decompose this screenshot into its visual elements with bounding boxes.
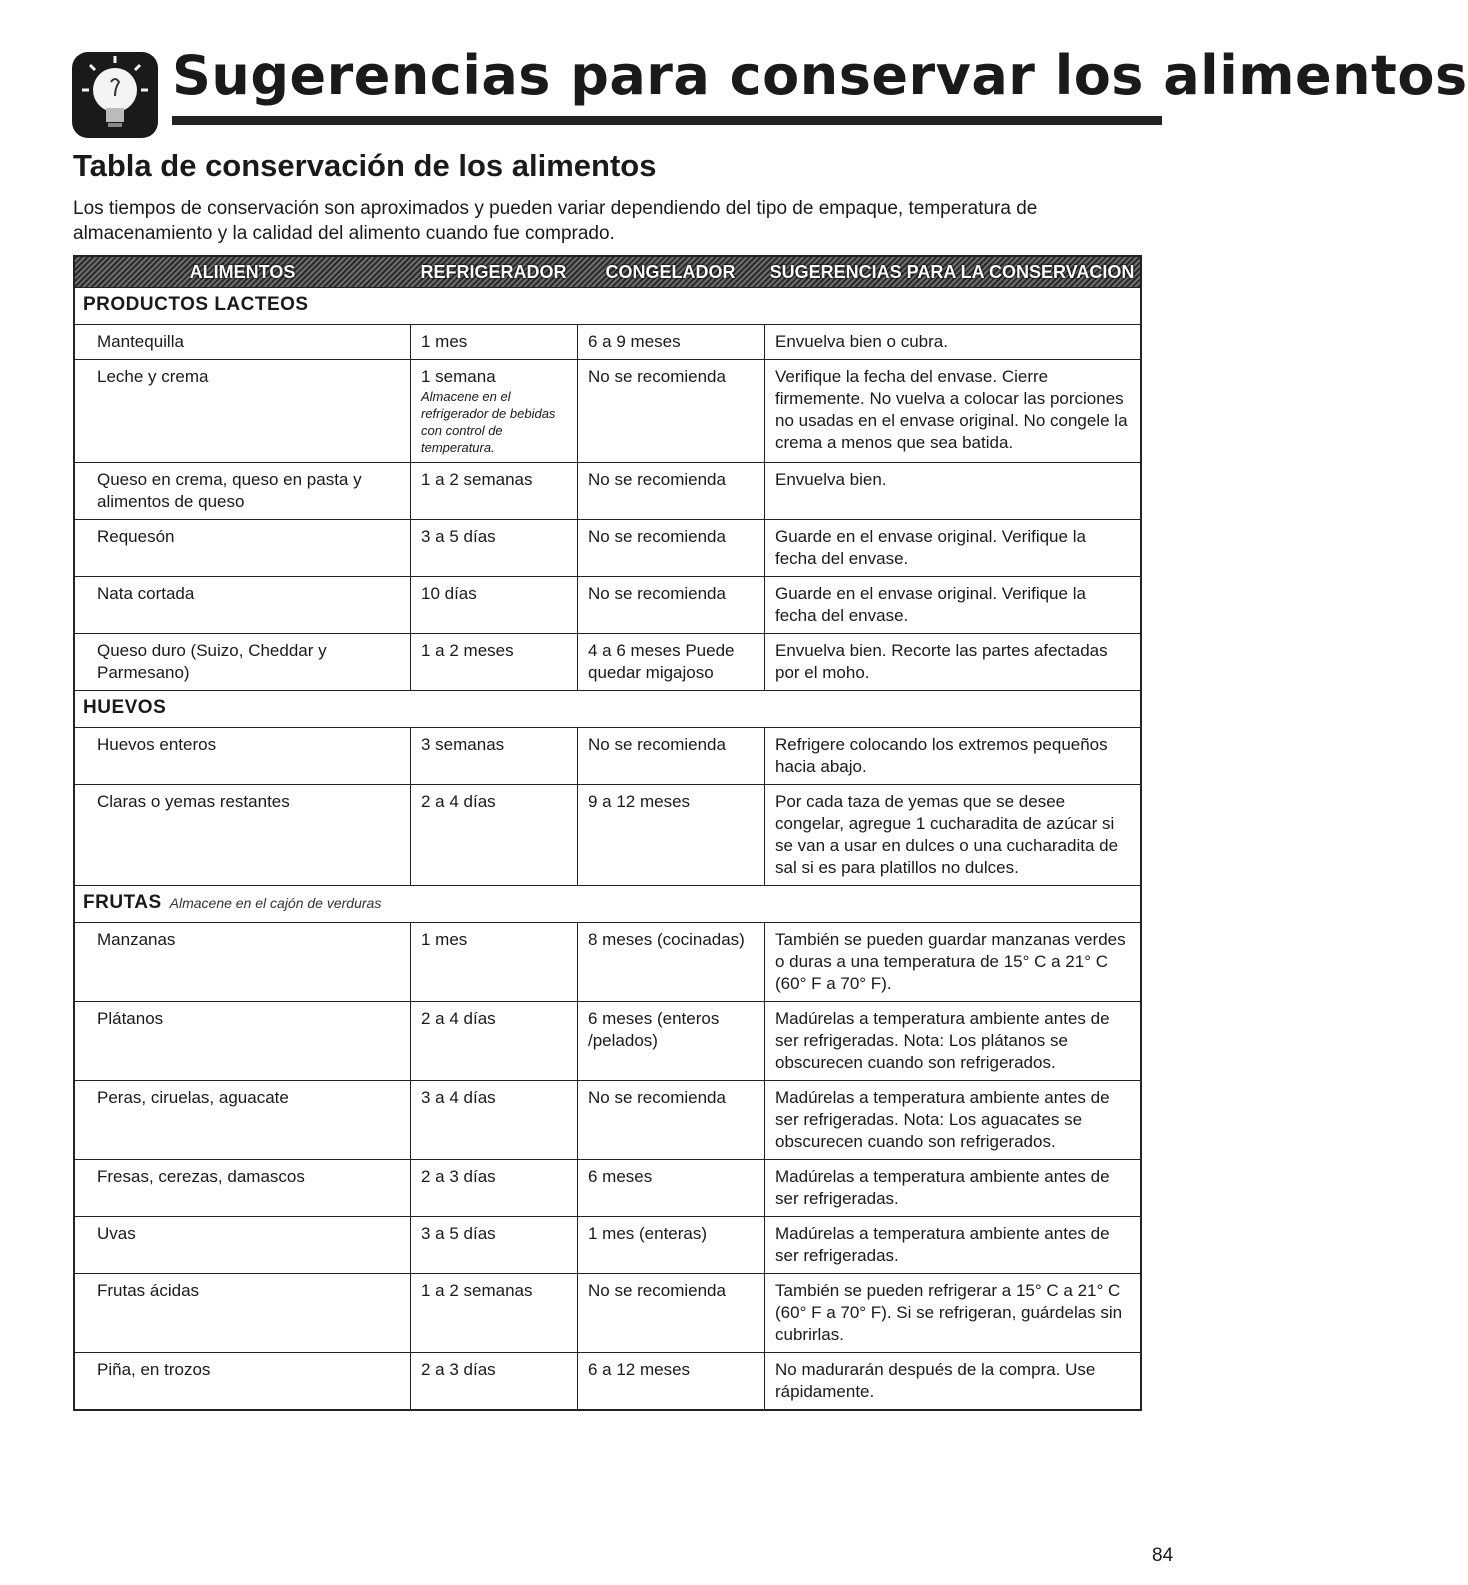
refrigerator-cell bbox=[410, 923, 577, 1001]
refrigerator-time: 3 a 4 días bbox=[421, 1088, 496, 1107]
refrigerator-time: 2 a 4 días bbox=[421, 792, 496, 811]
table-row bbox=[75, 784, 1140, 885]
section-name: FRUTAS bbox=[83, 892, 162, 913]
refrigerator-cell bbox=[410, 577, 577, 633]
food-cell: Requesón bbox=[97, 527, 175, 546]
freezer-cell: 8 meses (cocinadas) bbox=[577, 923, 764, 1001]
page-header bbox=[72, 38, 1468, 130]
tips-cell: Envuelva bien. Recorte las partes afectadas por el moho. bbox=[764, 634, 1140, 690]
tips-cell: Refrigere colocando los extremos pequeños hacia abajo. bbox=[764, 728, 1140, 784]
food-cell: Peras, ciruelas, aguacate bbox=[97, 1088, 289, 1107]
refrigerator-time: 1 semana bbox=[421, 367, 496, 386]
freezer-cell: No se recomienda bbox=[577, 520, 764, 576]
refrigerator-time: 1 mes bbox=[421, 332, 468, 351]
table-row bbox=[75, 922, 1140, 1001]
freezer-cell: 6 a 12 meses bbox=[577, 1353, 764, 1409]
refrigerator-cell bbox=[410, 520, 577, 576]
freezer-cell: No se recomienda bbox=[577, 1081, 764, 1159]
table-row bbox=[75, 1273, 1140, 1352]
food-cell: Leche y crema bbox=[97, 367, 209, 386]
tips-cell: Madúrelas a temperatura ambiente antes de ser refrigeradas. Nota: Los aguacates se obscurecen cuando son refrigerados. bbox=[764, 1081, 1140, 1159]
refrigerator-time: 2 a 3 días bbox=[421, 1360, 496, 1379]
food-cell: Mantequilla bbox=[97, 332, 184, 351]
food-cell: Uvas bbox=[97, 1224, 136, 1243]
refrigerator-cell bbox=[410, 1081, 577, 1159]
tips-cell: Envuelva bien o cubra. bbox=[764, 325, 1140, 359]
freezer-cell: No se recomienda bbox=[577, 577, 764, 633]
food-cell: Plátanos bbox=[97, 1009, 164, 1028]
section-heading-row bbox=[75, 287, 1140, 324]
refrigerator-note: Almacene en el refrigerador de bebidas con control de temperatura. bbox=[421, 389, 556, 455]
food-cell: Piña, en trozos bbox=[97, 1360, 211, 1379]
freezer-cell: 6 meses (enteros /pelados) bbox=[577, 1002, 764, 1080]
table-row bbox=[75, 633, 1140, 690]
table-header bbox=[75, 257, 1140, 287]
table-row bbox=[75, 727, 1140, 784]
header-refrigerador: REFRIGERADOR bbox=[420, 261, 567, 282]
refrigerator-time: 1 a 2 semanas bbox=[421, 1281, 533, 1300]
refrigerator-cell bbox=[410, 463, 577, 519]
food-cell: Fresas, cerezas, damascos bbox=[97, 1167, 305, 1186]
table-body bbox=[75, 287, 1140, 1409]
table-row bbox=[75, 1216, 1140, 1273]
refrigerator-time: 1 a 2 meses bbox=[421, 641, 514, 660]
food-cell: Queso duro (Suizo, Cheddar y Parmesano) bbox=[97, 641, 327, 682]
freezer-cell: 4 a 6 meses Puede quedar migajoso bbox=[577, 634, 764, 690]
table-row bbox=[75, 1080, 1140, 1159]
lightbulb-icon bbox=[72, 52, 158, 138]
refrigerator-cell bbox=[410, 1002, 577, 1080]
refrigerator-cell bbox=[410, 1274, 577, 1352]
tips-cell: Madúrelas a temperatura ambiente antes de ser refrigeradas. bbox=[764, 1160, 1140, 1216]
refrigerator-cell bbox=[410, 1160, 577, 1216]
table-row bbox=[75, 1352, 1140, 1409]
refrigerator-time: 2 a 3 días bbox=[421, 1167, 496, 1186]
header-congelador: CONGELADOR bbox=[605, 261, 736, 282]
refrigerator-time: 3 a 5 días bbox=[421, 1224, 496, 1243]
tips-cell: No madurarán después de la compra. Use rápidamente. bbox=[764, 1353, 1140, 1409]
tips-cell: Guarde en el envase original. Verifique la fecha del envase. bbox=[764, 577, 1140, 633]
tips-cell: Envuelva bien. bbox=[764, 463, 1140, 519]
tips-cell: Guarde en el envase original. Verifique la fecha del envase. bbox=[764, 520, 1140, 576]
tips-cell: Madúrelas a temperatura ambiente antes de ser refrigeradas. Nota: Los plátanos se obscurecen cuando son refrigerados. bbox=[764, 1002, 1140, 1080]
refrigerator-cell bbox=[410, 360, 577, 462]
tips-cell: Por cada taza de yemas que se desee congelar, agregue 1 cucharadita de azúcar si se van a usar en dulces o una cucharadita de sal si es para platillos no dulces. bbox=[764, 785, 1140, 885]
refrigerator-cell bbox=[410, 634, 577, 690]
title-rule bbox=[172, 116, 1162, 125]
refrigerator-time: 3 a 5 días bbox=[421, 527, 496, 546]
food-cell: Claras o yemas restantes bbox=[97, 792, 290, 811]
freezer-cell: No se recomienda bbox=[577, 1274, 764, 1352]
freezer-cell: No se recomienda bbox=[577, 463, 764, 519]
header-sugerencias: SUGERENCIAS PARA LA CONSERVACION bbox=[769, 261, 1135, 282]
table-row bbox=[75, 576, 1140, 633]
freezer-cell: 1 mes (enteras) bbox=[577, 1217, 764, 1273]
tips-cell: También se pueden refrigerar a 15° C a 21° C (60° F a 70° F). Si se refrigeran, guárdelas sin cubrirlas. bbox=[764, 1274, 1140, 1352]
intro-paragraph: Los tiempos de conservación son aproximados y pueden variar dependiendo del tipo de empaque, temperatura de almacenamiento y la calidad del alimento cuando fue comprado. bbox=[73, 198, 1038, 244]
refrigerator-cell bbox=[410, 1353, 577, 1409]
freezer-cell: 9 a 12 meses bbox=[577, 785, 764, 885]
header-alimentos: ALIMENTOS bbox=[189, 261, 296, 282]
refrigerator-cell bbox=[410, 785, 577, 885]
food-cell: Huevos enteros bbox=[97, 735, 217, 754]
food-storage-table bbox=[73, 255, 1142, 1411]
section-name: HUEVOS bbox=[83, 697, 167, 718]
table-row bbox=[75, 519, 1140, 576]
tips-cell: También se pueden guardar manzanas verdes o duras a una temperatura de 15° C a 21° C (60° F a 70° F). bbox=[764, 923, 1140, 1001]
refrigerator-time: 10 días bbox=[421, 584, 477, 603]
table-row bbox=[75, 1159, 1140, 1216]
section-heading-row bbox=[75, 690, 1140, 727]
refrigerator-cell bbox=[410, 325, 577, 359]
food-cell: Manzanas bbox=[97, 930, 176, 949]
refrigerator-cell bbox=[410, 728, 577, 784]
table-row bbox=[75, 1001, 1140, 1080]
refrigerator-time: 1 a 2 semanas bbox=[421, 470, 533, 489]
freezer-cell: No se recomienda bbox=[577, 360, 764, 462]
tips-cell: Verifique la fecha del envase. Cierre firmemente. No vuelva a colocar las porciones no usadas en el envase original. No congele la crema a menos que sea batida. bbox=[764, 360, 1140, 462]
food-cell: Frutas ácidas bbox=[97, 1281, 200, 1300]
section-heading-row bbox=[75, 885, 1140, 922]
section-title: Tabla de conservación de los alimentos bbox=[73, 148, 657, 183]
refrigerator-time: 1 mes bbox=[421, 930, 468, 949]
tips-cell: Madúrelas a temperatura ambiente antes de ser refrigeradas. bbox=[764, 1217, 1140, 1273]
refrigerator-time: 2 a 4 días bbox=[421, 1009, 496, 1028]
refrigerator-cell bbox=[410, 1217, 577, 1273]
table-row bbox=[75, 359, 1140, 462]
freezer-cell: 6 a 9 meses bbox=[577, 325, 764, 359]
freezer-cell: No se recomienda bbox=[577, 728, 764, 784]
page-number: 84 bbox=[1152, 1545, 1174, 1566]
table-row bbox=[75, 324, 1140, 359]
food-cell: Nata cortada bbox=[97, 584, 195, 603]
section-note: Almacene en el cajón de verduras bbox=[169, 895, 382, 911]
table-row bbox=[75, 462, 1140, 519]
section-name: PRODUCTOS LACTEOS bbox=[83, 294, 309, 315]
refrigerator-time: 3 semanas bbox=[421, 735, 505, 754]
main-title: Sugerencias para conservar los alimentos bbox=[172, 44, 1468, 107]
food-cell: Queso en crema, queso en pasta y alimentos de queso bbox=[97, 470, 362, 511]
freezer-cell: 6 meses bbox=[577, 1160, 764, 1216]
